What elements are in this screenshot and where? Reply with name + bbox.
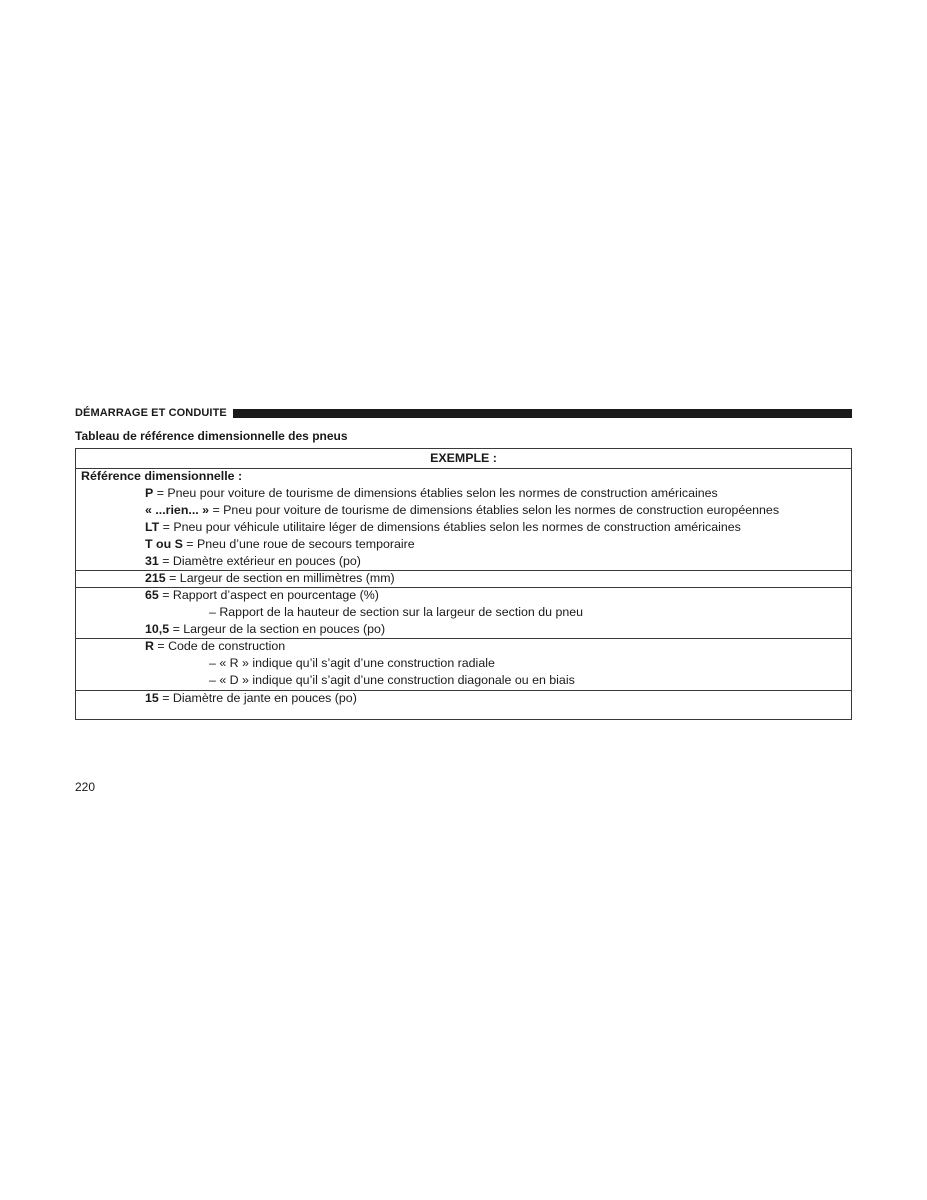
table-entry	[145, 537, 415, 552]
entry-key: T ou S	[145, 537, 183, 551]
table-entry	[145, 486, 718, 501]
table-entry	[145, 622, 385, 637]
entry-key: LT	[145, 520, 160, 534]
table-row	[76, 469, 851, 571]
table-entry	[145, 588, 379, 603]
entry-text: = Largeur de la section en pouces (po)	[169, 622, 386, 636]
entry-key: 15	[145, 691, 159, 705]
table-entry-detail: – « R » indique qu’il s’agit d’une construction radiale	[209, 656, 495, 670]
section-header	[75, 405, 852, 421]
page-number: 220	[75, 780, 96, 794]
table-subheader: Référence dimensionnelle :	[81, 469, 243, 483]
table-entry	[145, 639, 285, 654]
entry-text: = Largeur de section en millimètres (mm)	[165, 571, 395, 585]
entry-key: 65	[145, 588, 159, 602]
table-row	[76, 588, 851, 639]
entry-key: R	[145, 639, 154, 653]
entry-key: « ...rien... »	[145, 503, 210, 517]
table-row	[76, 691, 851, 719]
table-entry-detail: – Rapport de la hauteur de section sur la largeur de section du pneu	[209, 605, 584, 619]
entry-key: 31	[145, 554, 159, 568]
entry-text: = Pneu pour voiture de tourisme de dimensions établies selon les normes de construction européennes	[209, 503, 780, 517]
table-row	[76, 571, 851, 588]
entry-text: = Pneu pour véhicule utilitaire léger de dimensions établies selon les normes de construction américaines	[159, 520, 741, 534]
tire-reference-table	[75, 448, 852, 720]
table-row	[76, 639, 851, 691]
section-title: DÉMARRAGE ET CONDUITE	[75, 407, 227, 419]
table-header: EXEMPLE :	[430, 451, 497, 465]
entry-key: P	[145, 486, 154, 500]
entry-text: = Pneu pour voiture de tourisme de dimensions établies selon les normes de construction américaines	[153, 486, 718, 500]
entry-text: = Pneu d’une roue de secours temporaire	[182, 537, 415, 551]
table-header-row	[76, 449, 851, 469]
table-title: Tableau de référence dimensionnelle des pneus	[75, 429, 348, 443]
entry-key: 215	[145, 571, 166, 585]
table-entry	[145, 520, 741, 535]
section-divider-bar	[233, 409, 852, 418]
table-entry	[145, 691, 357, 706]
entry-text: = Diamètre de jante en pouces (po)	[158, 691, 357, 705]
table-entry	[145, 554, 361, 569]
entry-text: = Rapport d’aspect en pourcentage (%)	[158, 588, 379, 602]
table-entry	[145, 503, 779, 518]
table-entry-detail: – « D » indique qu’il s’agit d’une construction diagonale ou en biais	[209, 673, 575, 687]
entry-key: 10,5	[145, 622, 170, 636]
entry-text: = Diamètre extérieur en pouces (po)	[158, 554, 361, 568]
table-entry	[145, 571, 395, 586]
entry-text: = Code de construction	[153, 639, 286, 653]
